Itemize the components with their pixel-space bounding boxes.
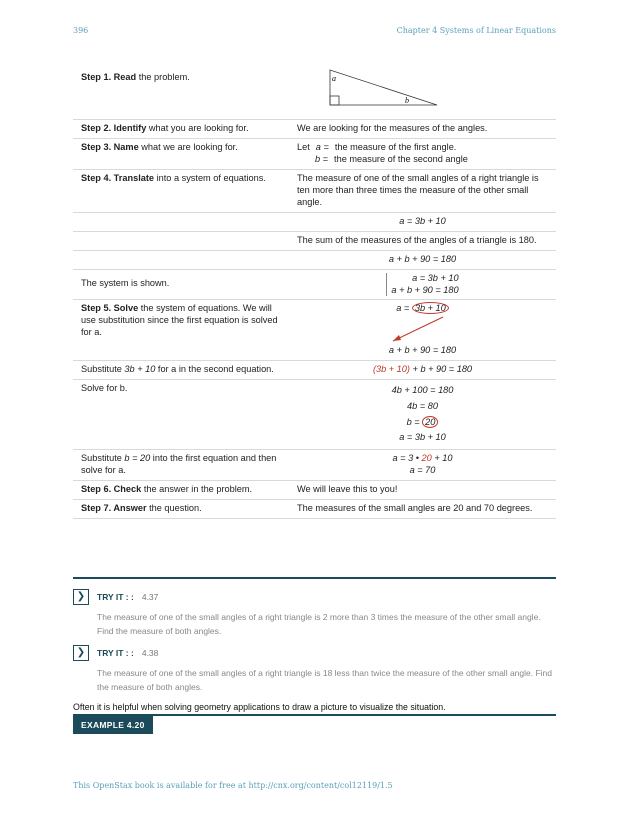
definition-a: the measure of the first angle. [334,141,457,152]
step-result: The measure of one of the small angles of a right triangle is ten more than three times the measure of the other small angle. [289,169,556,212]
step-result: We will leave this to you! [289,480,556,499]
step-label: Step 4. Translate [81,172,155,183]
triangle-diagram [325,67,445,107]
variable-b: b = [315,153,329,164]
equation: a + b + 90 = 180 [289,250,556,269]
step-text: the question. [146,502,202,513]
equation: a = 3 • 20 + 10 [392,452,453,463]
equation: a = 3b + 10 [289,212,556,231]
step-text: what you are looking for. [146,123,249,133]
equation: a = 3b + 10 [412,272,459,283]
try-it-text: The measure of one of the small angles of a right triangle is 2 more than 3 times the measure of the other small angle. Find the measure of both angles. [97,612,541,636]
equation: a = 3b + 10 [297,303,548,315]
try-it-text: The measure of one of the small angles of a right triangle is 18 less than twice the measure of the other small angle. Find the measure of both angles. [97,668,552,692]
substitution-arrow [363,315,483,345]
try-it-block [73,589,556,638]
variable-a: a = [315,141,329,152]
substituted-expression: (3b + 10) [372,364,410,375]
page-number: 396 [73,26,89,35]
step-text: the problem. [136,72,190,82]
step-text: the system of equations. We will use substitution since the first equation is solved for a. [81,303,278,338]
chapter-title: Chapter 4 Systems of Linear Equations [396,26,556,35]
equation: a + b + 90 = 180 [388,345,457,356]
equation-row [73,212,556,231]
body-note: Often it is helpful when solving geometry applications to draw a picture to visualize the situation. [73,702,446,712]
step-label: Step 2. Identify [81,123,147,133]
math-expression: 3b + 10 [124,364,156,375]
equation: a = 70 [409,464,436,475]
equation: b = 20 [297,415,548,431]
math-expression: b = 20 [124,452,151,463]
try-it-label: TRY IT : : [97,648,134,658]
chevron-right-icon[interactable]: ❯ [73,645,89,661]
equation-system [386,273,458,297]
footer-text: This OpenStax book is available for free at http://cnx.org/content/col12119/1.5 [73,781,393,790]
try-it-block [73,645,556,694]
circled-expression: 3b + 10 [412,302,449,314]
example-badge: EXAMPLE 4.20 [73,716,153,734]
let-word: Let [297,141,310,152]
step-result: The measures of the small angles are 20 and 70 degrees. [289,499,556,518]
try-it-number: 4.37 [141,592,159,602]
step-row: Substitute b = 20 into the first equation and then solve for a. a = 3 • 20 + 10 a = 70 [73,449,556,480]
step-row [73,138,556,169]
equation: 4b + 100 = 180 [391,385,454,396]
step-row [73,64,556,120]
step-row [73,480,556,499]
try-it-number: 4.38 [141,648,159,658]
step-row [73,499,556,518]
substituted-value: 20 [421,452,432,463]
step-text: the answer in the problem. [141,483,253,494]
step-row [73,269,556,300]
equation: a + b + 90 = 180 [391,284,459,295]
equation-row [73,250,556,269]
section-divider [73,577,556,579]
step-result: The sum of the measures of the angles of a triangle is 180. [289,231,556,250]
step-label: Step 5. Solve [81,303,139,314]
step-text: into a system of equations. [154,172,266,183]
step-row [73,380,556,450]
equation: a = 3b + 10 [399,432,446,443]
step-row: Substitute 3b + 10 for a in the second equation. (3b + 10) + b + 90 = 180 [73,361,556,380]
step-text: The system is shown. [73,269,289,300]
step-label: Step 7. Answer [81,502,147,513]
step-result: We are looking for the measures of the angles. [289,120,556,139]
step-label: Step 3. Name [81,141,139,152]
step-label: Step 1. Read [81,72,137,82]
chevron-right-icon[interactable]: ❯ [73,589,89,605]
equation: 4b = 80 [407,400,438,411]
step-label: Step 6. Check [81,483,142,494]
angle-a-label: a [332,74,336,83]
angle-b-label: b [405,96,409,105]
step-row [73,169,556,212]
definition-b: the measure of the second angle [334,153,468,164]
step-row [73,120,556,139]
step-row [73,300,556,361]
circled-value: 20 [422,416,438,428]
step-text: what we are looking for. [138,141,238,152]
step-row [73,231,556,250]
step-text: Solve for b. [73,380,289,450]
steps-table [73,64,556,519]
try-it-label: TRY IT : : [97,592,134,602]
